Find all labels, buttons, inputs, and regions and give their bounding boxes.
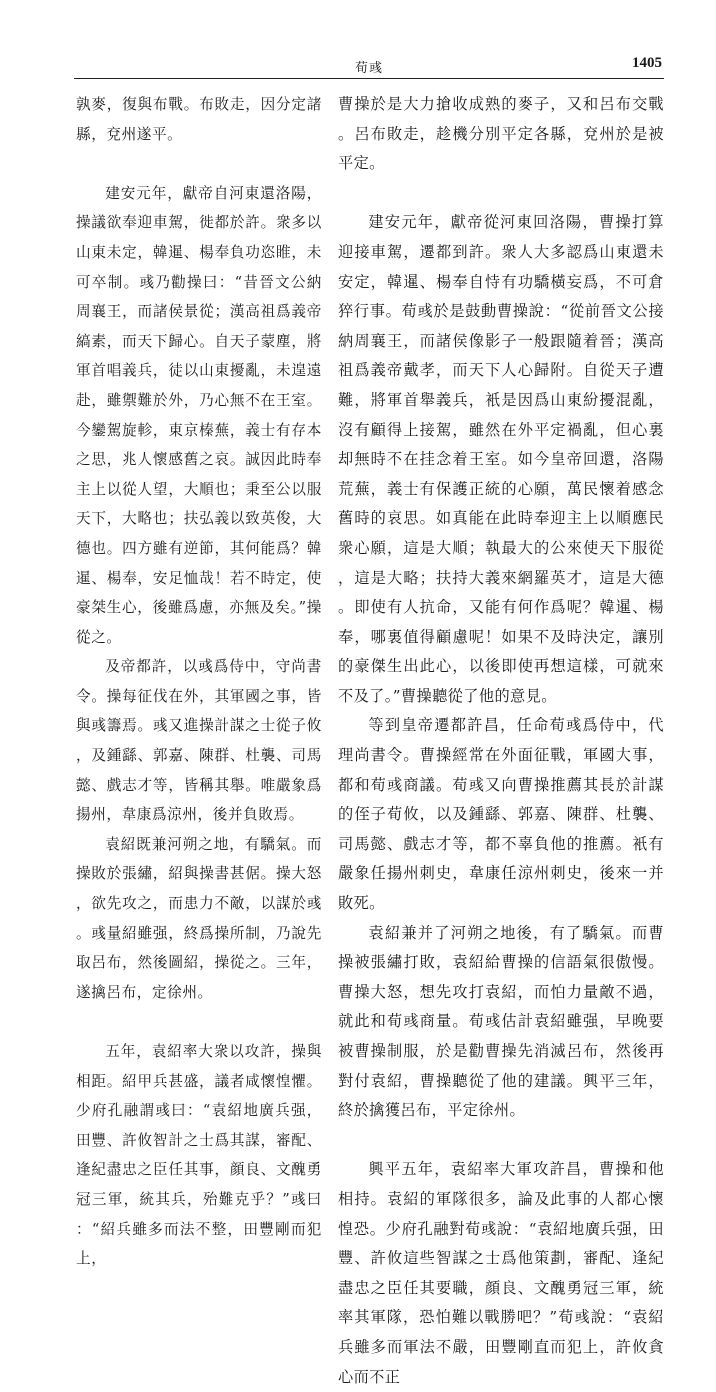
translation-paragraph: 興平五年，袁紹率大軍攻許昌，曹操和他相持。袁紹的軍隊很多，論及此事的人都心懷惶恐。少府孔融對荀彧說：“袁紹地廣兵强，田豐、許攸這些智謀之士爲他策劃，審配、逢紀盡忠之臣任其要職，顔良、文醜勇冠三軍，統率其軍隊，恐怕難以戰勝吧？”荀彧說：“袁紹兵雖多而軍法不嚴，田豐剛直而犯上，許攸貪心而不正	[338, 1160, 664, 1386]
page-number: 1405	[632, 55, 662, 71]
classical-text-column	[76, 90, 322, 1274]
classical-paragraph: 五年，袁紹率大衆以攻許，操與相距。紹甲兵甚盛，議者咸懷惶懼。少府孔融謂彧曰：“袁紹地廣兵强，田豐、許攸智計之士爲其謀，審配、逢紀盡忠之臣任其事，顔良、文醜勇冠三軍，統其兵，殆難克乎？”彧曰：“紹兵雖多而法不整，田豐剛而犯上，	[76, 1043, 322, 1268]
translation-column	[338, 90, 664, 1392]
classical-paragraph: 及帝都許，以彧爲侍中，守尚書令。操每征伐在外，其軍國之事，皆與彧籌焉。彧又進操計謀之士從子攸，及鍾繇、郭嘉、陳群、杜襲、司馬懿、戲志才等，皆稱其舉。唯嚴象爲揚州，韋康爲涼州，後并負敗焉。	[76, 658, 322, 824]
translation-paragraph: 等到皇帝遷都許昌，任命荀彧爲侍中，代理尚書令。曹操經常在外面征戰，軍國大事，都和荀彧商議。荀彧又向曹操推薦其長於計謀的侄子荀攸，以及鍾繇、郭嘉、陳群、杜襲、司馬懿、戲志才等，都不辜負他的推薦。衹有嚴象任揚州刺史，韋康任涼州刺史，後來一并敗死。	[338, 716, 664, 913]
running-header	[76, 55, 662, 77]
translation-paragraph: 袁紹兼并了河朔之地後，有了驕氣。而曹操被張繡打敗，袁紹給曹操的信語氣很傲慢。曹操大怒，想先攻打袁紹，而怕力量敵不過，就此和荀彧商量。荀彧估計袁紹雖强，早晚要被曹操制服，於是勸曹操先消滅呂布，然後再對付袁紹，曹操聽從了他的建議。興平三年，終於擒獲呂布，平定徐州。	[338, 923, 664, 1120]
running-title: 荀彧	[354, 61, 383, 76]
classical-paragraph: 袁紹既兼河朔之地，有驕氣。而操敗於張繡，紹與操書甚倨。操大怒，欲先攻之，而患力不敵，以謀於彧。彧量紹雖强，終爲操所制，乃說先取呂布，然後圖紹，操從之。三年，遂擒呂布，定徐州。	[76, 835, 322, 1001]
classical-paragraph: 孰麥，復與布戰。布敗走，因分定諸縣，兗州遂平。	[76, 96, 322, 143]
translation-paragraph: 曹操於是大力搶收成熟的麥子，又和呂布交戰。呂布敗走，趁機分別平定各縣，兗州於是被平定。	[338, 95, 664, 173]
translation-paragraph: 建安元年，獻帝從河東回洛陽，曹操打算迎接車駕，遷都到許。衆人大多認爲山東還未安定，韓暹、楊奉自恃有功驕橫妄爲，不可倉猝行事。荀彧於是鼓動曹操說：“從前晉文公接納周襄王，而諸侯像影子一般跟隨着晉；漢高祖爲義帝戴孝，而天下人心歸附。自從天子遭難，將軍首舉義兵，衹是因爲山東紛擾混亂，沒有顧得上接駕，雖然在外平定禍亂，但心裏却無時不在挂念着王室。如今皇帝回還，洛陽荒蕪，義士有保護正統的心願，萬民懷着感念舊時的哀思。如真能在此時奉迎主上以順應民衆心願，這是大順；執最大的公來使天下服從，這是大略；扶持大義來網羅英才，這是大德。即使有人抗命，又能有何作爲呢？韓暹、楊奉，哪裏值得顧慮呢！如果不及時決定，讓別的豪傑生出此心，以後即使再想這樣，可就來不及了。”曹操聽從了他的意見。	[338, 213, 664, 705]
header-rule	[74, 78, 664, 79]
classical-paragraph: 建安元年，獻帝自河東還洛陽，操議欲奉迎車駕，徙都於許。衆多以山東未定，韓暹、楊奉負功恣睢，未可卒制。彧乃勸操曰：“昔晉文公納周襄王，而諸侯景從；漢高祖爲義帝縞素，而天下歸心。自天子蒙塵，將軍首唱義兵，徒以山東擾亂，未遑遠赴，雖禦難於外，乃心無不在王室。今鑾駕旋軫，東京榛蕪，義士有存本之思，兆人懷感舊之哀。誠因此時奉主上以從人望，大順也；秉至公以服天下，大略也；扶弘義以致英俊，大德也。四方雖有逆節，其何能爲？韓暹、楊奉，安足恤哉！若不時定，使豪桀生心，後雖爲慮，亦無及矣。”操從之。	[76, 184, 322, 646]
